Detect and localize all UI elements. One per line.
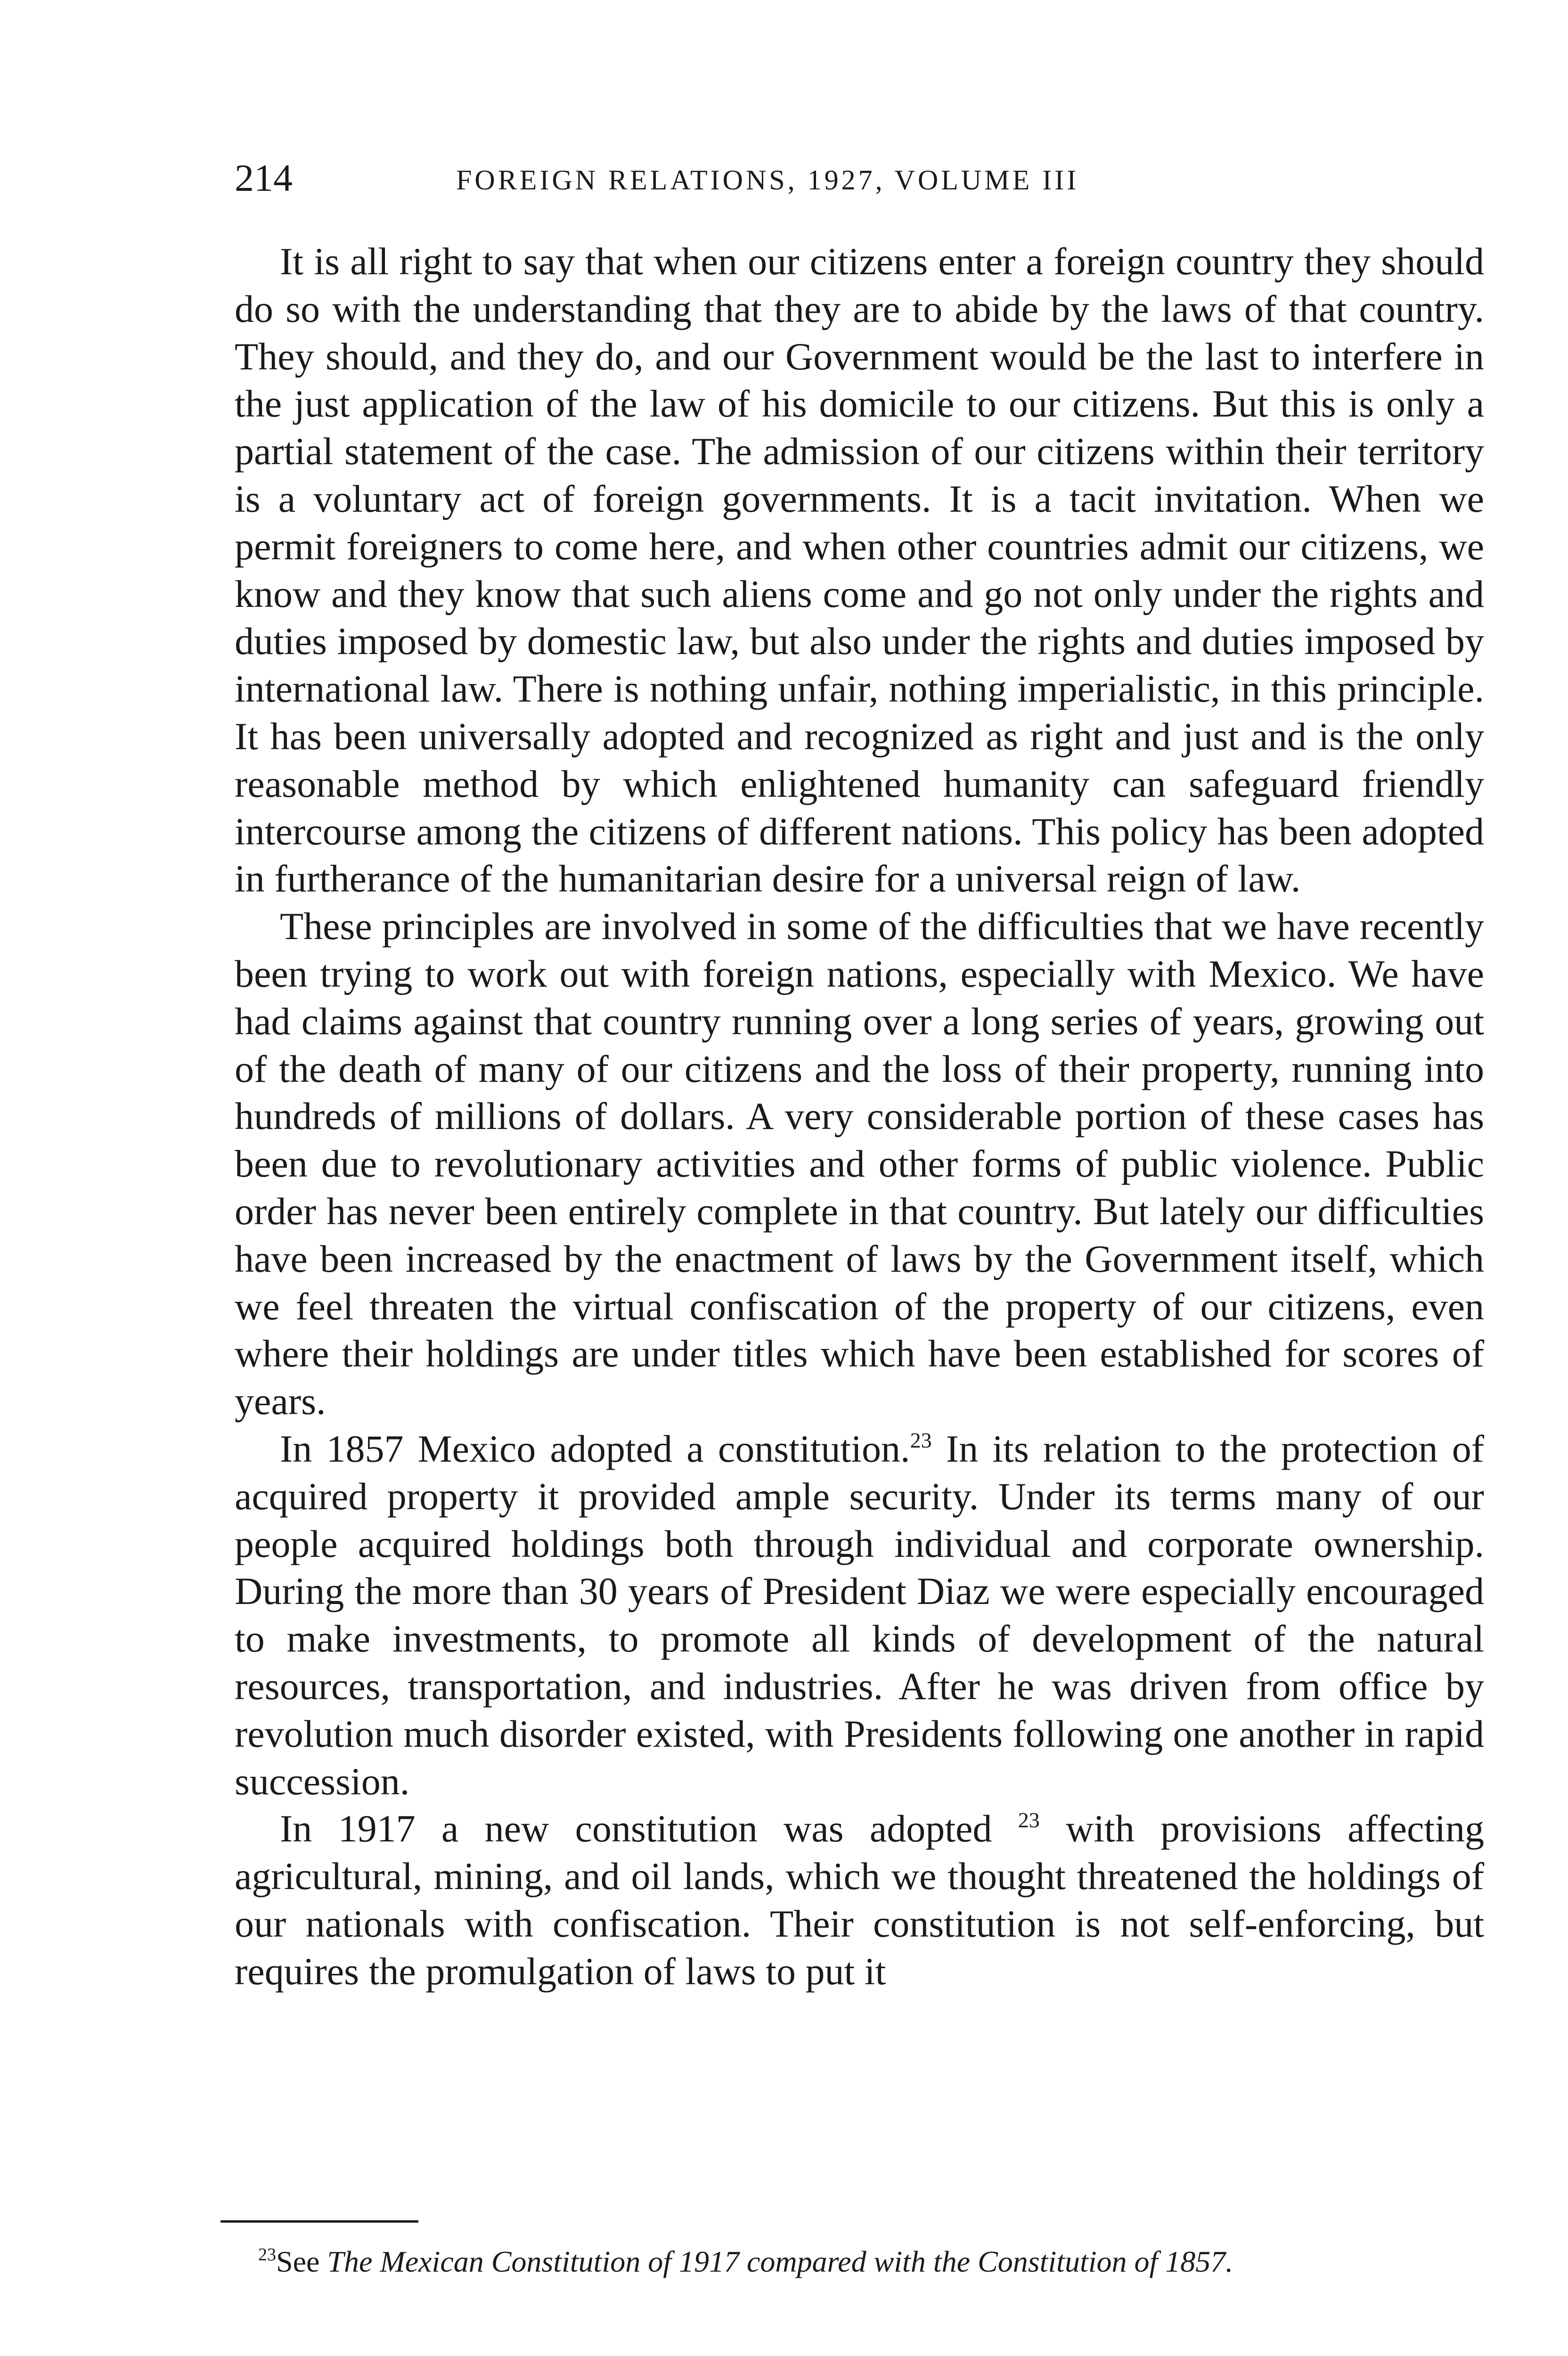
paragraph-2: These principles are involved in some of the difficulties that we have recently been trying to work out with foreign nations, especially with Mexico. We have had claims against that country running over a long series of years, growing out of the death of many of our citizens and the loss of their property, running into hundreds of millions of dollars. A very considerable portion of these cases has been due to revolutionary activities and other forms of public violence. Public order has never been entirely complete in that country. But lately our difficulties have been increased by the enactment of laws by the Government itself, which we feel threaten the virtual confiscation of the property of our citizens, even where their holdings are under titles which have been established for scores of years. [235,905,1484,1423]
paragraph-3-text-start: In 1857 Mexico adopted a constitution. [280,1427,910,1470]
footnote-divider [220,2220,418,2223]
running-title: FOREIGN RELATIONS, 1927, VOLUME III [456,164,1079,196]
footnote [235,2244,1484,2280]
body-text [235,238,1484,1995]
paragraph-3 [235,1425,1484,1805]
paragraph-4 [235,1805,1484,1995]
footnote-document-title: The Mexican Constitution of 1917 compared with the Constitution of 1857. [327,2245,1233,2278]
paragraph-4-text-end: with provisions affecting agricultural, mining, and oil lands, which we thought threatened the holdings of our nationals with confiscation. Their constitution is not self-enforcing, but requires the promulgation of laws to put it [235,1807,1484,1993]
footnote-reference: 23 [1018,1808,1040,1832]
paragraph-3-text-end: In its relation to the protection of acquired property it provided ample security. Under its terms many of our people acquired holdings both through individual and corporate ownership. During the more than 30 years of President Diaz we were especially encouraged to make investments, to promote all kinds of development of the natural resources, transportation, and industries. After he was driven from office by revolution much disorder existed, with Presidents following one another in rapid succession. [235,1427,1485,1803]
footnote-reference: 23 [910,1428,932,1452]
page-number: 214 [235,156,293,199]
paragraph-4-text-start: In 1917 a new constitution was adopted [280,1807,1018,1850]
footnote-lead: See [276,2245,327,2278]
footnote-marker: 23 [258,2244,276,2265]
running-head [235,155,1484,202]
paragraph-1: It is all right to say that when our citizens enter a foreign country they should do so with the understanding that they are to abide by the laws of that country. They should, and they do, and our Government would be the last to interfere in the just application of the law of his domicile to our citizens. But this is only a partial statement of the case. The admission of our citizens within their territory is a voluntary act of foreign governments. It is a tacit invitation. When we permit foreigners to come here, and when other countries admit our citizens, we know and they know that such aliens come and go not only under the rights and duties imposed by domestic law, but also under the rights and duties imposed by international law. There is nothing unfair, nothing imperialistic, in this principle. It has been universally adopted and recognized as right and just and is the only reasonable method by which enlightened humanity can safeguard friendly intercourse among the citizens of different nations. This policy has been adopted in furtherance of the humanitarian desire for a universal reign of law. [235,240,1484,900]
